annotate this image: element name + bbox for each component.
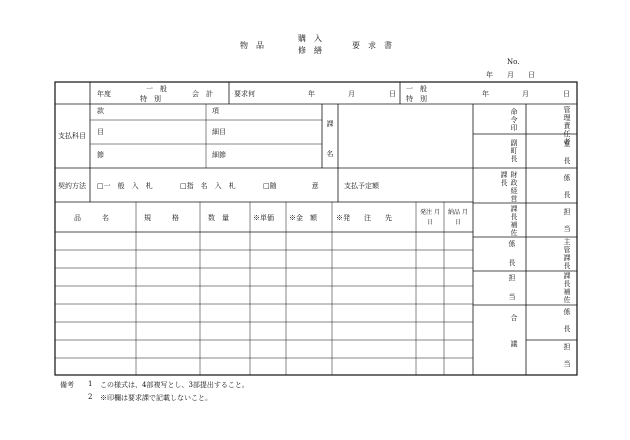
no-label: No. bbox=[507, 58, 520, 66]
stamp-tantou3: 担当 bbox=[563, 343, 571, 377]
stamp-zaisei-keiei: 財政経営 bbox=[510, 171, 518, 203]
saisetsu-label: 細節 bbox=[212, 151, 226, 159]
row1-gatsu2: 月 bbox=[522, 90, 529, 98]
shiharai-yotei-label: 支払予定額 bbox=[344, 182, 379, 190]
col-hacchuusaki: ※発 注 先 bbox=[336, 214, 392, 222]
row1-nen: 年 bbox=[308, 90, 315, 98]
col-nouhinbi: 納品 月日 bbox=[448, 209, 468, 226]
form-outer-border bbox=[55, 82, 577, 375]
setsu-label: 節 bbox=[97, 151, 104, 159]
stamp-kachou-hosa2: 課長補佐 bbox=[563, 272, 571, 304]
col-hinmei: 品 名 bbox=[74, 214, 109, 222]
stamp-gougi: 合 議 bbox=[510, 314, 518, 353]
note2-text: ※印欄は要求課で記載しないこと。 bbox=[100, 394, 212, 402]
stamp-kachou: 課長 bbox=[500, 171, 508, 187]
kou-label: 項 bbox=[212, 107, 219, 115]
stamp-meirei-in: 命令印 bbox=[510, 108, 518, 132]
stamp-shitsuchou: 室長 bbox=[563, 140, 571, 174]
col-kingaku: ※金 額 bbox=[289, 214, 317, 222]
header-date: 年 月 日 bbox=[486, 71, 535, 79]
ippan2-label: 一 般 bbox=[406, 85, 427, 93]
keiyaku-houhou-label: 契約方法 bbox=[58, 182, 86, 190]
stamp-kachou-hosa: 課長補佐 bbox=[510, 205, 518, 237]
note1-number: 1 bbox=[88, 380, 93, 388]
nendo-label: 年度 bbox=[97, 90, 111, 98]
title-buppin: 物 品 bbox=[240, 41, 264, 50]
title-kounyu: 購 入 bbox=[298, 34, 322, 43]
col-tanka: ※単価 bbox=[253, 214, 274, 222]
kamei-label: 課 名 bbox=[326, 120, 334, 165]
stamp-kakarichou2: 係長 bbox=[508, 240, 516, 278]
title-youkyuusho: 要 求 書 bbox=[352, 41, 392, 50]
stamp-kanri-sekinin: 管理責任者 bbox=[563, 106, 571, 146]
col-hacchuubi: 発注 月日 bbox=[420, 209, 440, 226]
row1-nen2: 年 bbox=[482, 90, 489, 98]
stamp-fuku-chouchou: 副町長 bbox=[510, 139, 518, 163]
col-suuryou: 数 量 bbox=[208, 214, 229, 222]
notes-label: 備考 bbox=[60, 381, 74, 389]
stamp-tantou2: 担当 bbox=[508, 274, 516, 312]
kaikei-label: 会 計 bbox=[192, 90, 213, 98]
row1-nichi: 日 bbox=[389, 90, 396, 98]
tokubetsu-label: 特 別 bbox=[140, 95, 161, 103]
contract-ippan-checkbox[interactable]: □一 般 入 札 bbox=[97, 182, 153, 190]
tokubetsu2-label: 特 別 bbox=[406, 95, 427, 103]
shiharai-kamoku-label: 支払科目 bbox=[58, 132, 86, 140]
kan-label: 款 bbox=[97, 107, 104, 115]
ippan-label: 一 般 bbox=[146, 85, 167, 93]
row1-nichi2: 日 bbox=[563, 90, 570, 98]
stamp-kakarichou3: 係長 bbox=[563, 308, 571, 342]
contract-shimei-checkbox[interactable]: □指 名 入 札 bbox=[180, 182, 236, 190]
stamp-shukan-kachou: 主管課長 bbox=[563, 238, 571, 270]
note1-text: この様式は、4部複写とし、3部提出すること。 bbox=[100, 381, 249, 389]
stamp-tantou: 担当 bbox=[563, 208, 571, 242]
row1-gatsu: 月 bbox=[348, 90, 355, 98]
saimoku-label: 細目 bbox=[212, 128, 226, 136]
stamp-kakarichou: 係長 bbox=[563, 174, 571, 208]
col-kikaku: 規 格 bbox=[144, 214, 179, 222]
moku-label: 目 bbox=[97, 128, 104, 136]
note2-number: 2 bbox=[88, 393, 93, 401]
contract-zuii-checkbox[interactable]: □随 意 bbox=[263, 182, 319, 190]
youkyuubi-label: 要求何 bbox=[234, 90, 255, 98]
title-shuzen: 修 繕 bbox=[298, 46, 322, 55]
